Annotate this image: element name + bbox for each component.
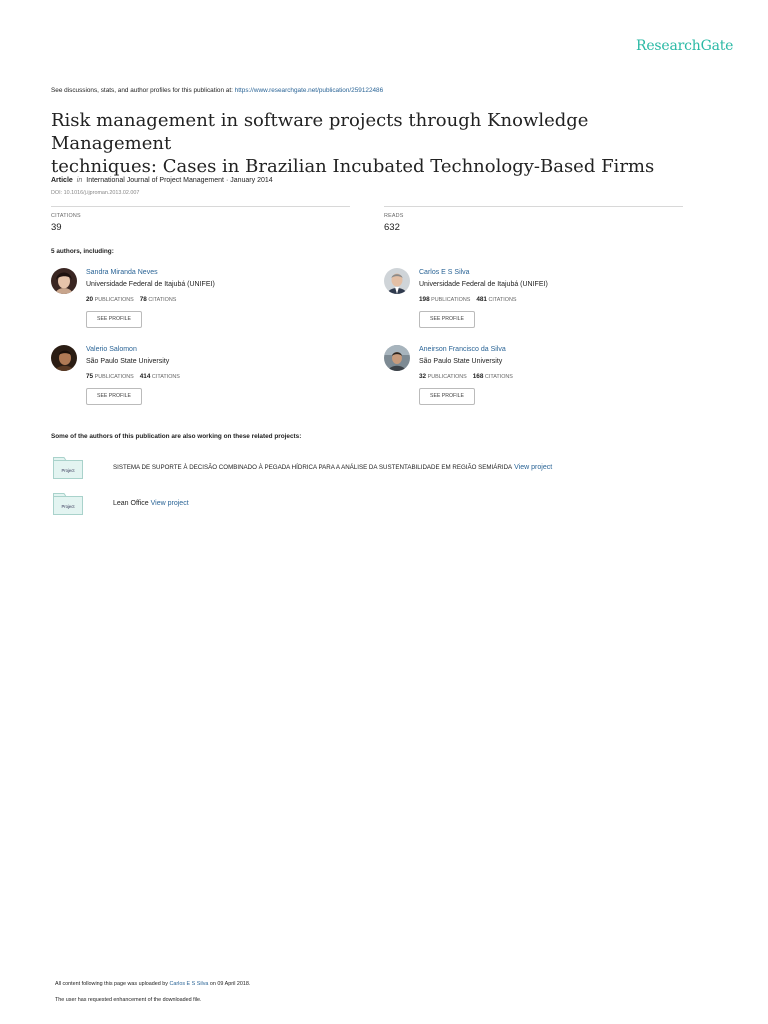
project-icon-label: Project	[61, 504, 75, 509]
see-profile-button[interactable]: SEE PROFILE	[419, 311, 475, 328]
author-institution: Universidade Federal de Itajubá (UNIFEI)	[419, 281, 548, 288]
view-project-link[interactable]: View project	[514, 464, 553, 471]
project-title: SISTEMA DE SUPORTE À DECISÃO COMBINADO À PEGADA HÍDRICA PARA A ANÁLISE DA SUSTENTABILIDADE EM REGIÃO SEMIÁRIDA	[113, 464, 513, 471]
author-name[interactable]: Sandra Miranda Neves	[86, 269, 158, 276]
doi: DOI: 10.1016/j.ijproman.2013.02.007	[51, 190, 140, 196]
citations-label: CITATIONS	[488, 297, 517, 303]
author-institution: Universidade Federal de Itajubá (UNIFEI)	[86, 281, 215, 288]
publication-link[interactable]: https://www.researchgate.net/publication/259122486	[234, 87, 384, 94]
author-institution: São Paulo State University	[86, 358, 170, 365]
see-profile-button[interactable]: SEE PROFILE	[419, 388, 475, 405]
publications-label: PUBLICATIONS	[427, 374, 467, 380]
projects-heading: Some of the authors of this publication are also working on these related projects:	[51, 433, 302, 440]
title-line-2: techniques: Cases in Brazilian Incubated Technology-Based Firms	[51, 156, 655, 177]
citations-label: CITATIONS	[148, 297, 177, 303]
enhancement-note: The user has requested enhancement of the downloaded file.	[55, 997, 202, 1003]
citations-divider	[51, 206, 350, 207]
publications-count: 198	[419, 296, 430, 303]
publications-count: 20	[86, 296, 94, 303]
publication-title	[51, 109, 711, 178]
avatar[interactable]	[384, 268, 410, 294]
in-word: in	[76, 177, 83, 184]
uploader-link[interactable]: Carlos E S Silva	[169, 981, 209, 987]
project-title-line	[113, 500, 189, 507]
authors-heading: 5 authors, including:	[51, 248, 114, 255]
citations-count: 414	[139, 373, 151, 380]
citations-count: 78	[139, 296, 147, 303]
author-name[interactable]: Valerio Salomon	[86, 346, 137, 353]
author-name[interactable]: Aneirson Francisco da Silva	[419, 346, 506, 353]
author-stats	[419, 296, 516, 303]
project-icon-label: Project	[61, 468, 75, 473]
publications-label: PUBLICATIONS	[94, 374, 134, 380]
avatar[interactable]	[51, 268, 77, 294]
citations-count: 168	[472, 373, 484, 380]
author-card	[384, 345, 684, 415]
journal-date: International Journal of Project Management · January 2014	[86, 177, 273, 184]
publications-label: PUBLICATIONS	[94, 297, 134, 303]
avatar[interactable]	[384, 345, 410, 371]
citations-value: 39	[51, 222, 62, 233]
see-profile-button[interactable]: SEE PROFILE	[86, 311, 142, 328]
researchgate-logo[interactable]: ResearchGate	[636, 38, 734, 54]
publications-label: PUBLICATIONS	[431, 297, 471, 303]
discussion-line	[51, 87, 383, 94]
project-title: Lean Office	[113, 500, 149, 507]
publication-meta	[51, 177, 273, 184]
author-stats	[86, 373, 180, 380]
discussion-prefix: See discussions, stats, and author profiles for this publication at:	[51, 87, 235, 94]
publications-count: 75	[86, 373, 94, 380]
author-institution: São Paulo State University	[419, 358, 503, 365]
author-card	[384, 268, 684, 338]
upload-prefix: All content following this page was uploaded by	[55, 981, 170, 987]
article-type: Article	[51, 177, 73, 184]
reads-label: READS	[384, 213, 404, 219]
upload-suffix: on 09 April 2018.	[208, 981, 251, 987]
project-folder-icon	[53, 457, 83, 477]
citations-label: CITATIONS	[51, 213, 81, 219]
author-card	[51, 268, 351, 338]
citations-label: CITATIONS	[151, 374, 180, 380]
see-profile-button[interactable]: SEE PROFILE	[86, 388, 142, 405]
project-item	[53, 493, 83, 513]
reads-value: 632	[384, 222, 400, 233]
publications-count: 32	[419, 373, 427, 380]
project-folder-icon	[53, 493, 83, 513]
author-card	[51, 345, 351, 415]
view-project-link[interactable]: View project	[150, 500, 189, 507]
project-title-line	[113, 464, 552, 471]
citations-label: CITATIONS	[484, 374, 513, 380]
reads-divider	[384, 206, 683, 207]
author-name[interactable]: Carlos E S Silva	[419, 269, 470, 276]
title-line-1: Risk management in software projects through Knowledge Management	[51, 110, 589, 154]
author-stats	[86, 296, 176, 303]
project-item	[53, 457, 83, 477]
author-stats	[419, 373, 513, 380]
citations-count: 481	[476, 296, 487, 303]
avatar[interactable]	[51, 345, 77, 371]
upload-note	[55, 981, 250, 987]
